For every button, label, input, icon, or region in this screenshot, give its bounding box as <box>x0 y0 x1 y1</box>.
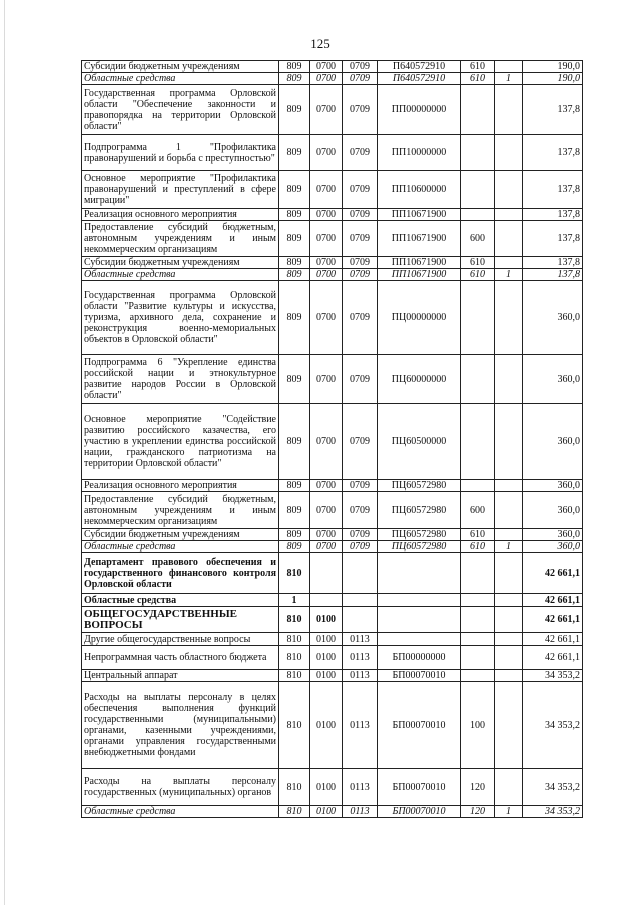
row-name-cell: Подпрограмма 6 "Укрепление единства российской нации и этнокультурное развитие народов России в Орловской области" <box>82 355 279 404</box>
ministry-code-cell: 809 <box>279 529 310 541</box>
amount-cell: 137,8 <box>523 85 583 135</box>
subsection-code-cell <box>343 594 378 607</box>
ministry-code-cell: 809 <box>279 221 310 257</box>
table-row <box>82 404 583 480</box>
amount-cell: 34 353,2 <box>523 806 583 818</box>
target-article-code-cell <box>378 633 461 646</box>
row-name-cell: Областные средства <box>82 269 279 281</box>
section-code-cell: 0700 <box>310 492 343 529</box>
row-name-cell: Расходы на выплаты персоналу государственных (муниципальных) органов <box>82 769 279 806</box>
funding-source-code-cell <box>495 281 523 355</box>
target-article-code-cell: БП00070010 <box>378 670 461 682</box>
ministry-code-cell: 809 <box>279 269 310 281</box>
funding-source-code-cell: 1 <box>495 73 523 85</box>
row-name-cell: Субсидии бюджетным учреждениям <box>82 61 279 73</box>
target-article-code-cell: ПЦ60572980 <box>378 529 461 541</box>
row-name-cell: Предоставление субсидий бюджетным, автономным учреждениям и иным некоммерческим организациям <box>82 492 279 529</box>
funding-source-code-cell <box>495 594 523 607</box>
funding-source-code-cell <box>495 529 523 541</box>
ministry-code-cell: 809 <box>279 257 310 269</box>
section-code-cell: 0700 <box>310 135 343 171</box>
expense-type-code-cell <box>461 209 495 221</box>
ministry-code-cell: 809 <box>279 171 310 209</box>
expense-type-code-cell <box>461 480 495 492</box>
subsection-code-cell: 0709 <box>343 73 378 85</box>
section-code-cell: 0100 <box>310 670 343 682</box>
section-code-cell: 0100 <box>310 607 343 633</box>
section-code-cell: 0700 <box>310 529 343 541</box>
section-code-cell: 0700 <box>310 209 343 221</box>
funding-source-code-cell <box>495 85 523 135</box>
amount-cell: 137,8 <box>523 171 583 209</box>
table-row <box>82 85 583 135</box>
target-article-code-cell: БП00070010 <box>378 682 461 769</box>
expense-type-code-cell: 100 <box>461 682 495 769</box>
section-code-cell: 0100 <box>310 806 343 818</box>
ministry-code-cell: 810 <box>279 607 310 633</box>
scan-edge-line <box>4 0 5 905</box>
target-article-code-cell <box>378 607 461 633</box>
ministry-code-cell: 810 <box>279 806 310 818</box>
subsection-code-cell: 0709 <box>343 404 378 480</box>
row-name-cell: Основное мероприятие "Содействие развитию российского казачества, его участию в укреплении единства российской нации, гражданского патриотизма на территории Орловской области" <box>82 404 279 480</box>
ministry-code-cell: 810 <box>279 646 310 670</box>
target-article-code-cell: ПЦ60572980 <box>378 492 461 529</box>
amount-cell: 137,8 <box>523 221 583 257</box>
target-article-code-cell: ПЦ60572980 <box>378 541 461 553</box>
amount-cell: 42 661,1 <box>523 633 583 646</box>
amount-cell: 42 661,1 <box>523 646 583 670</box>
row-name-cell: Департамент правового обеспечения и государственного финансового контроля Орловской области <box>82 553 279 594</box>
table-row <box>82 682 583 769</box>
funding-source-code-cell: 1 <box>495 269 523 281</box>
ministry-code-cell: 809 <box>279 85 310 135</box>
funding-source-code-cell <box>495 209 523 221</box>
section-code-cell: 0700 <box>310 281 343 355</box>
funding-source-code-cell <box>495 355 523 404</box>
ministry-code-cell: 809 <box>279 61 310 73</box>
funding-source-code-cell <box>495 769 523 806</box>
row-name-cell: Непрограммная часть областного бюджета <box>82 646 279 670</box>
table-row <box>82 281 583 355</box>
section-code-cell: 0700 <box>310 541 343 553</box>
table-row <box>82 492 583 529</box>
section-code-cell: 0700 <box>310 85 343 135</box>
ministry-code-cell: 810 <box>279 553 310 594</box>
subsection-code-cell: 0709 <box>343 221 378 257</box>
table-row <box>82 769 583 806</box>
amount-cell: 360,0 <box>523 529 583 541</box>
row-name-cell: Расходы на выплаты персоналу в целях обеспечения выполнения функций государственными (муниципальными) органами, казенными учреждениями, органами управления государственными внебюджетными фондами <box>82 682 279 769</box>
subsection-code-cell: 0113 <box>343 633 378 646</box>
funding-source-code-cell <box>495 135 523 171</box>
ministry-code-cell: 809 <box>279 355 310 404</box>
expense-type-code-cell: 610 <box>461 269 495 281</box>
funding-source-code-cell <box>495 682 523 769</box>
target-article-code-cell: ПП10671900 <box>378 221 461 257</box>
subsection-code-cell: 0709 <box>343 541 378 553</box>
funding-source-code-cell: 1 <box>495 541 523 553</box>
expense-type-code-cell <box>461 670 495 682</box>
subsection-code-cell: 0709 <box>343 61 378 73</box>
ministry-code-cell: 809 <box>279 135 310 171</box>
subsection-code-cell: 0709 <box>343 171 378 209</box>
expense-type-code-cell: 120 <box>461 769 495 806</box>
amount-cell: 360,0 <box>523 281 583 355</box>
expense-type-code-cell: 610 <box>461 61 495 73</box>
subsection-code-cell: 0113 <box>343 682 378 769</box>
target-article-code-cell: ПЦ60000000 <box>378 355 461 404</box>
table-row <box>82 257 583 269</box>
row-name-cell: Реализация основного мероприятия <box>82 480 279 492</box>
ministry-code-cell: 810 <box>279 670 310 682</box>
amount-cell: 34 353,2 <box>523 769 583 806</box>
target-article-code-cell: ПП10000000 <box>378 135 461 171</box>
page-number: 125 <box>310 36 330 51</box>
amount-cell: 137,8 <box>523 209 583 221</box>
target-article-code-cell: ПП10671900 <box>378 209 461 221</box>
amount-cell: 360,0 <box>523 355 583 404</box>
amount-cell: 42 661,1 <box>523 594 583 607</box>
subsection-code-cell: 0709 <box>343 257 378 269</box>
subsection-code-cell: 0709 <box>343 480 378 492</box>
funding-source-code-cell: 1 <box>495 806 523 818</box>
target-article-code-cell: ПЦ00000000 <box>378 281 461 355</box>
subsection-code-cell: 0113 <box>343 769 378 806</box>
row-name-cell: Государственная программа Орловской области "Обеспечение законности и правопорядка на территории Орловской области" <box>82 85 279 135</box>
ministry-code-cell: 810 <box>279 769 310 806</box>
expense-type-code-cell <box>461 85 495 135</box>
row-name-cell: Областные средства <box>82 541 279 553</box>
target-article-code-cell: ПП10600000 <box>378 171 461 209</box>
target-article-code-cell: ПП00000000 <box>378 85 461 135</box>
ministry-code-cell: 809 <box>279 281 310 355</box>
expense-type-code-cell: 610 <box>461 529 495 541</box>
row-name-cell: Государственная программа Орловской области "Развитие культуры и искусства, туризма, архивного дела, сохранение и реконструкция военно-мемориальных объектов в Орловской области" <box>82 281 279 355</box>
section-code-cell: 0700 <box>310 171 343 209</box>
funding-source-code-cell <box>495 221 523 257</box>
row-name-cell: Субсидии бюджетным учреждениям <box>82 529 279 541</box>
section-code-cell: 0700 <box>310 355 343 404</box>
row-name-cell: Реализация основного мероприятия <box>82 209 279 221</box>
target-article-code-cell: ПЦ60572980 <box>378 480 461 492</box>
expense-type-code-cell: 120 <box>461 806 495 818</box>
amount-cell: 360,0 <box>523 480 583 492</box>
target-article-code-cell: БП00070010 <box>378 806 461 818</box>
section-code-cell: 0700 <box>310 404 343 480</box>
ministry-code-cell: 809 <box>279 541 310 553</box>
section-code-cell: 0700 <box>310 61 343 73</box>
expense-type-code-cell: 600 <box>461 492 495 529</box>
subsection-code-cell: 0709 <box>343 281 378 355</box>
table-row <box>82 135 583 171</box>
table-row <box>82 61 583 73</box>
amount-cell: 360,0 <box>523 492 583 529</box>
amount-cell: 137,8 <box>523 269 583 281</box>
funding-source-code-cell <box>495 257 523 269</box>
table-row <box>82 221 583 257</box>
target-article-code-cell <box>378 553 461 594</box>
expense-type-code-cell: 610 <box>461 541 495 553</box>
table-row <box>82 171 583 209</box>
table-row <box>82 529 583 541</box>
expense-type-code-cell <box>461 553 495 594</box>
table-row <box>82 73 583 85</box>
section-code-cell <box>310 594 343 607</box>
subsection-code-cell: 0709 <box>343 529 378 541</box>
subsection-code-cell: 0709 <box>343 492 378 529</box>
funding-source-code-cell <box>495 171 523 209</box>
expense-type-code-cell <box>461 171 495 209</box>
row-name-cell: Другие общегосударственные вопросы <box>82 633 279 646</box>
subsection-code-cell: 0709 <box>343 355 378 404</box>
funding-source-code-cell <box>495 480 523 492</box>
target-article-code-cell: ПП10671900 <box>378 269 461 281</box>
row-name-cell: Подпрограмма 1 "Профилактика правонарушений и борьба с преступностью" <box>82 135 279 171</box>
target-article-code-cell <box>378 594 461 607</box>
section-code-cell: 0700 <box>310 221 343 257</box>
subsection-code-cell: 0113 <box>343 670 378 682</box>
ministry-code-cell: 810 <box>279 633 310 646</box>
section-code-cell: 0100 <box>310 633 343 646</box>
expense-type-code-cell <box>461 594 495 607</box>
amount-cell: 360,0 <box>523 404 583 480</box>
table-row <box>82 670 583 682</box>
amount-cell: 42 661,1 <box>523 607 583 633</box>
subsection-code-cell: 0709 <box>343 135 378 171</box>
ministry-code-cell: 809 <box>279 73 310 85</box>
amount-cell: 137,8 <box>523 135 583 171</box>
table-row <box>82 553 583 594</box>
ministry-code-cell: 809 <box>279 480 310 492</box>
target-article-code-cell: БП00000000 <box>378 646 461 670</box>
row-name-cell: ОБЩЕГОСУДАРСТВЕННЫЕ ВОПРОСЫ <box>82 607 279 633</box>
subsection-code-cell: 0113 <box>343 646 378 670</box>
target-article-code-cell: П640572910 <box>378 61 461 73</box>
funding-source-code-cell <box>495 670 523 682</box>
table-row <box>82 480 583 492</box>
amount-cell: 190,0 <box>523 61 583 73</box>
target-article-code-cell: ПЦ60500000 <box>378 404 461 480</box>
section-code-cell: 0700 <box>310 269 343 281</box>
expense-type-code-cell: 610 <box>461 73 495 85</box>
subsection-code-cell <box>343 553 378 594</box>
funding-source-code-cell <box>495 607 523 633</box>
table-row <box>82 355 583 404</box>
expense-type-code-cell <box>461 404 495 480</box>
table-row <box>82 607 583 633</box>
row-name-cell: Областные средства <box>82 73 279 85</box>
expense-type-code-cell <box>461 646 495 670</box>
amount-cell: 360,0 <box>523 541 583 553</box>
subsection-code-cell: 0709 <box>343 209 378 221</box>
table-row <box>82 269 583 281</box>
row-name-cell: Субсидии бюджетным учреждениям <box>82 257 279 269</box>
table-row <box>82 209 583 221</box>
table-row <box>82 594 583 607</box>
funding-source-code-cell <box>495 404 523 480</box>
funding-source-code-cell <box>495 492 523 529</box>
amount-cell: 34 353,2 <box>523 670 583 682</box>
funding-source-code-cell <box>495 61 523 73</box>
ministry-code-cell: 809 <box>279 492 310 529</box>
row-name-cell: Областные средства <box>82 806 279 818</box>
row-name-cell: Областные средства <box>82 594 279 607</box>
expense-type-code-cell <box>461 281 495 355</box>
section-code-cell: 0700 <box>310 480 343 492</box>
expense-type-code-cell: 610 <box>461 257 495 269</box>
target-article-code-cell: ПП10671900 <box>378 257 461 269</box>
ministry-code-cell: 810 <box>279 682 310 769</box>
expense-type-code-cell <box>461 355 495 404</box>
row-name-cell: Предоставление субсидий бюджетным, автономным учреждениям и иным некоммерческим организациям <box>82 221 279 257</box>
budget-table <box>81 60 583 818</box>
expense-type-code-cell <box>461 607 495 633</box>
ministry-code-cell: 809 <box>279 209 310 221</box>
expense-type-code-cell: 600 <box>461 221 495 257</box>
amount-cell: 34 353,2 <box>523 682 583 769</box>
expense-type-code-cell <box>461 135 495 171</box>
table-row <box>82 806 583 818</box>
budget-table-body <box>82 61 583 818</box>
subsection-code-cell: 0709 <box>343 269 378 281</box>
funding-source-code-cell <box>495 553 523 594</box>
funding-source-code-cell <box>495 633 523 646</box>
section-code-cell <box>310 553 343 594</box>
section-code-cell: 0700 <box>310 73 343 85</box>
table-row <box>82 541 583 553</box>
table-row <box>82 646 583 670</box>
section-code-cell: 0100 <box>310 682 343 769</box>
amount-cell: 190,0 <box>523 73 583 85</box>
amount-cell: 42 661,1 <box>523 553 583 594</box>
ministry-code-cell: 1 <box>279 594 310 607</box>
target-article-code-cell: П640572910 <box>378 73 461 85</box>
subsection-code-cell <box>343 607 378 633</box>
table-row <box>82 633 583 646</box>
amount-cell: 137,8 <box>523 257 583 269</box>
subsection-code-cell: 0709 <box>343 85 378 135</box>
section-code-cell: 0700 <box>310 257 343 269</box>
expense-type-code-cell <box>461 633 495 646</box>
subsection-code-cell: 0113 <box>343 806 378 818</box>
ministry-code-cell: 809 <box>279 404 310 480</box>
row-name-cell: Основное мероприятие "Профилактика правонарушений и преступлений в сфере миграции" <box>82 171 279 209</box>
funding-source-code-cell <box>495 646 523 670</box>
row-name-cell: Центральный аппарат <box>82 670 279 682</box>
target-article-code-cell: БП00070010 <box>378 769 461 806</box>
section-code-cell: 0100 <box>310 769 343 806</box>
section-code-cell: 0100 <box>310 646 343 670</box>
